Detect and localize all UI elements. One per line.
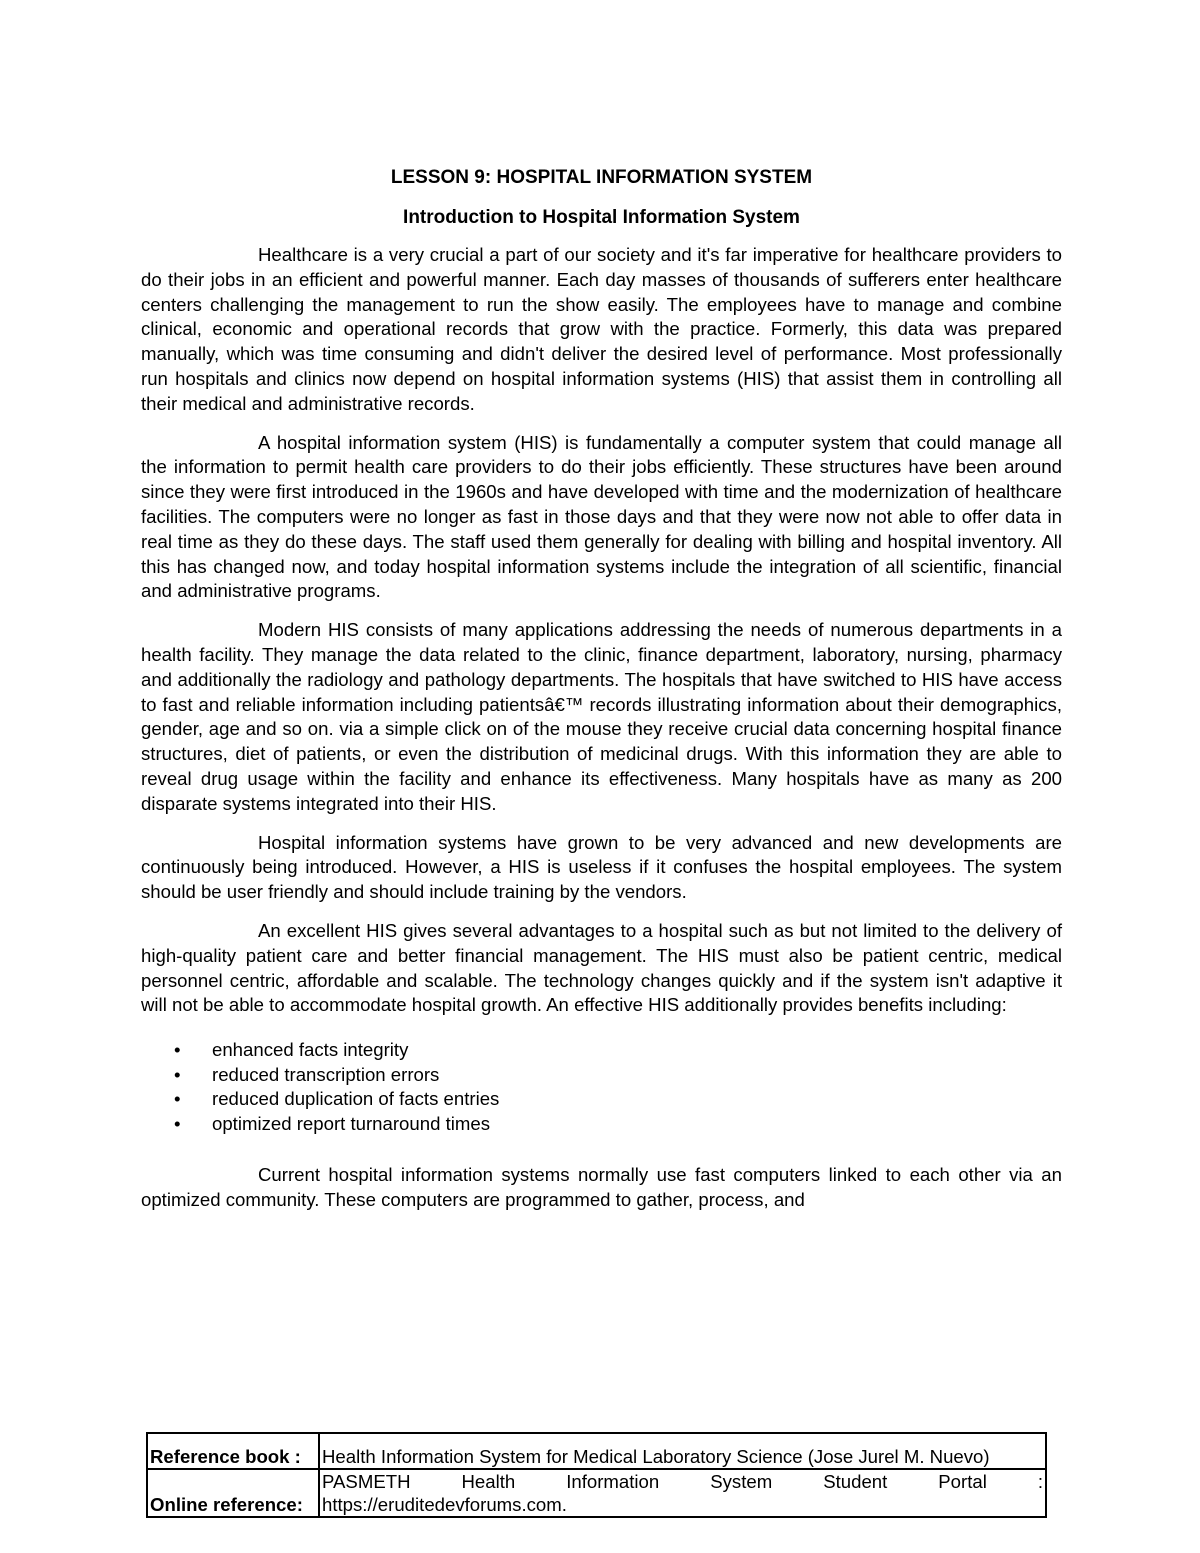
bullet-icon: • <box>174 1039 181 1061</box>
table-row <box>147 1433 1046 1469</box>
list-item <box>141 1087 1062 1112</box>
paragraph-his-definition: A hospital information system (HIS) is fundamentally a computer system that could manage all the information to permit health care providers to do their jobs efficiently. These structures have been around since they were first introduced in the 1960s and have developed with time and the modernization of healthcare facilities. The computers were no longer as fast in those days and that they were now not able to offer data in real time as they do these days. The staff used them generally for dealing with billing and hospital inventory. All this has changed now, and today hospital information systems include the integration of all scientific, financial and administrative programs. <box>141 431 1062 602</box>
bullet-icon: • <box>174 1088 181 1110</box>
reference-book-value: Health Information System for Medical Laboratory Science (Jose Jurel M. Nuevo) <box>319 1433 1046 1469</box>
bullet-icon: • <box>174 1112 181 1134</box>
paragraph-current-his: Current hospital information systems normally use fast computers linked to each other via an optimized community. These computers are programmed to gather, process, and <box>141 1164 1062 1211</box>
bullet-icon: • <box>174 1063 181 1085</box>
list-item <box>141 1112 1062 1137</box>
list-item <box>141 1038 1062 1063</box>
benefits-list <box>141 1038 1062 1136</box>
list-item-text: enhanced facts integrity <box>212 1039 409 1061</box>
online-reference-portal: PASMETH Health Information System Student Portal : <box>322 1471 1043 1492</box>
document-page <box>141 165 1062 1227</box>
list-item-text: reduced duplication of facts entries <box>212 1088 500 1110</box>
list-item-text: reduced transcription errors <box>212 1063 440 1085</box>
online-reference-value <box>319 1469 1046 1517</box>
online-reference-link[interactable]: https://eruditedevforums.com. <box>322 1494 567 1515</box>
paragraph-intro: Healthcare is a very crucial a part of our society and it's far imperative for healthcare providers to do their jobs in an efficient and powerful manner. Each day masses of thousands of sufferers enter healthcare centers challenging the management to run the show easily. The employees have to manage and combine clinical, economic and operational records that grow with the practice. Formerly, this data was prepared manually, which was time consuming and didn't deliver the desired level of performance. Most professionally run hospitals and clinics now depend on hospital information systems (HIS) that assist them in controlling all their medical and administrative records. <box>141 244 1062 414</box>
reference-table <box>146 1432 1047 1518</box>
paragraph-advanced-his: Hospital information systems have grown to be very advanced and new developments are continuously being introduced. However, a HIS is useless if it confuses the hospital employees. The system should be user friendly and should include training by the vendors. <box>141 831 1062 903</box>
paragraph-modern-his: Modern HIS consists of many applications addressing the needs of numerous departments in a health facility. They manage the data related to the clinic, finance department, laboratory, nursing, pharmacy and additionally the radiology and pathology departments. The hospitals that have switched to HIS have access to fast and reliable information including patientsâ€™ records illustrating information about their demographics, gender, age and so on. via a simple click on of the mouse they receive crucial data concerning hospital finance structures, diet of patients, or even the distribution of medicinal drugs. With this information they are able to reveal drug usage within the facility and enhance its effectiveness. Many hospitals have as many as 200 disparate systems integrated into their HIS. <box>141 619 1062 814</box>
list-item <box>141 1063 1062 1088</box>
list-item-text: optimized report turnaround times <box>212 1112 491 1134</box>
paragraph-advantages: An excellent HIS gives several advantages to a hospital such as but not limited to the delivery of high-quality patient care and better financial management. The HIS must also be patient centric, medical personnel centric, affordable and scalable. The technology changes quickly and if the system isn't adaptive it will not be able to accommodate hospital growth. An effective HIS additionally provides benefits including: <box>141 919 1062 1016</box>
table-row <box>147 1469 1046 1517</box>
reference-book-label: Reference book : <box>147 1433 319 1469</box>
lesson-title: LESSON 9: HOSPITAL INFORMATION SYSTEM <box>390 167 813 188</box>
online-reference-label: Online reference: <box>147 1469 319 1517</box>
section-subtitle: Introduction to Hospital Information System <box>403 207 800 228</box>
